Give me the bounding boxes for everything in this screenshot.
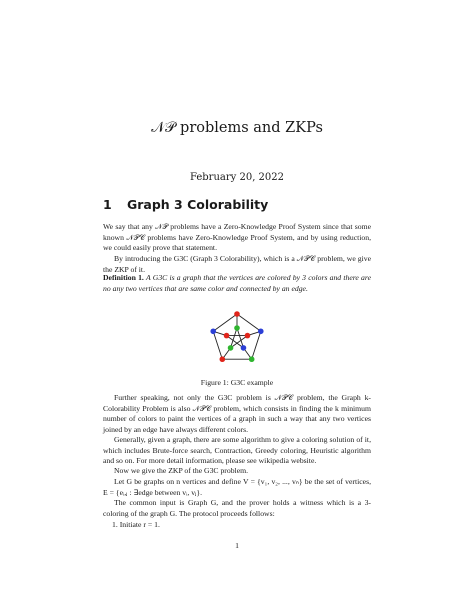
paragraph-definitions: Let G be graphs on n vertices and define V = {v₁, v₂, ..., vₙ} be the set of vertices, E = {eᵢ,ⱼ : ∃edge between vᵢ, vⱼ}. (103, 477, 371, 497)
paragraph-zkp-intro: Now we give the ZKP of the G3C problem. (114, 466, 249, 475)
graph-edge (213, 331, 222, 359)
figure-caption: Figure 1: G3C example (200, 378, 274, 387)
definition-label: Definition 1. (103, 273, 144, 282)
graph-vertex-inner (224, 333, 230, 339)
definition-block (103, 273, 371, 294)
section-title: Graph 3 Colorability (127, 197, 269, 212)
g3c-example-graph (201, 306, 273, 368)
graph-edge (237, 314, 261, 331)
page-number: 1 (235, 541, 239, 550)
paper-title: 𝒩𝒫 problems and ZKPs (151, 120, 323, 136)
graph-edge (213, 314, 237, 331)
paragraph-k-colorability: Further speaking, not only the G3C problem is 𝒩𝒫𝒞 problem, the Graph k-Colorability Problem is also 𝒩𝒫𝒞 problem, which consists in finding the k minimum number of colors to paint the vertices of a graph in such a way that any two vertices joined by an edge have always different colors. (103, 393, 371, 434)
paragraph-protocol: The common input is Graph G, and the prover holds a witness which is a 3-coloring of the graph G. The protocol proceeds follows: (103, 498, 371, 518)
graph-edge (252, 331, 261, 359)
graph-vertex-outer (249, 356, 255, 362)
graph-vertex-outer (234, 311, 240, 317)
definition-text: A G3C is a graph that the vertices are colored by 3 colors and there are no any two vertices that are same color and connected by an edge. (103, 273, 371, 293)
paragraph-g3c-intro: By introducing the G3C (Graph 3 Colorability), which is a 𝒩𝒫𝒞 problem, we give the ZKP of it. (103, 254, 371, 274)
graph-vertex-outer (258, 328, 264, 334)
paper-date: February 20, 2022 (189, 172, 285, 183)
section-number: 1 (103, 197, 112, 212)
paragraph-intro: We say that any 𝒩𝒫 problems have a Zero-Knowledge Proof System since that some known 𝒩𝒫𝒞 problems have Zero-Knowledge Proof System, and by using reduction, we could easily prove that statement. (103, 222, 371, 253)
graph-vertex-inner (245, 333, 251, 339)
graph-edges (213, 314, 261, 359)
graph-vertex-inner (234, 325, 240, 331)
graph-vertex-inner (228, 345, 234, 351)
paragraph-algorithms: Generally, given a graph, there are some algorithm to give a coloring solution of it, which includes Brute-force search, Contraction, Greedy coloring, Heuristic algorithm and so on. For more detail information, please see wikipedia website. (103, 435, 371, 466)
graph-vertex-outer (220, 356, 226, 362)
graph-vertex-outer (210, 328, 216, 334)
list-item-initiate: 1. Initiate r = 1. (112, 520, 160, 529)
section-heading (103, 197, 268, 212)
graph-edge (231, 328, 237, 348)
graph-vertex-inner (241, 345, 247, 351)
graph-edge (237, 328, 243, 348)
